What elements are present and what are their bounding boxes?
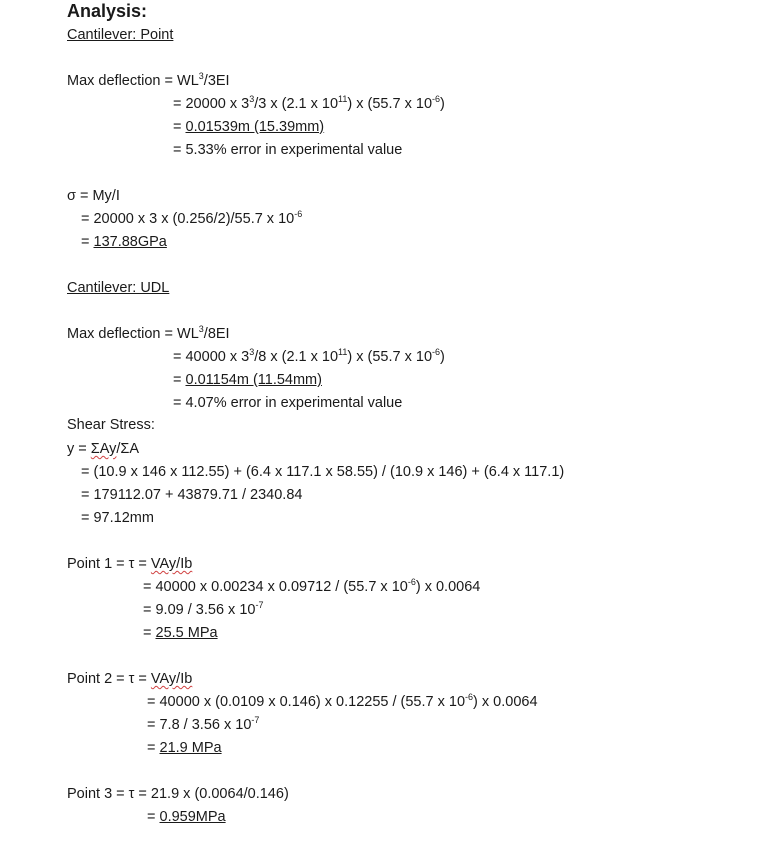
point-2-heading: Point 2 = τ = VAy/Ib [67, 671, 193, 687]
formula-line: = (10.9 x 146 x 112.55) + (6.4 x 117.1 x 58.55) / (10.9 x 146) + (6.4 x 117.1) [81, 464, 565, 480]
formula-line: = 7.8 / 3.56 x $10^{-7}$ [147, 715, 260, 733]
formula-line: Max deflection = $WL^3/8EI$ [67, 324, 230, 342]
point-1-heading: Point 1 = τ = VAy/Ib [67, 556, 193, 572]
section-title-cantilever-point: Cantilever: Point [67, 27, 174, 43]
point-3-heading: Point 3 = τ = 21.9 x (0.0064/0.146) [67, 786, 289, 802]
result-line: = 0.959MPa [147, 809, 226, 825]
section-title-shear-stress: Shear Stress: [67, 417, 155, 433]
result-line: = 25.5 MPa [143, 625, 218, 641]
error-line: = 4.07% error in experimental value [173, 395, 403, 411]
formula-line: = 179112.07 + 43879.71 / 2340.84 [81, 487, 303, 503]
formula-line: = 20000 x 3 x (0.256/2)/55.7 x $10^{-6}$ [81, 209, 303, 227]
result-line: = 0.01539m (15.39mm) [173, 119, 325, 135]
formula-line: = 40000 x $3^3/8$ x (2.1 x $10^{11}$) x (55.7 x $10^{-6}$) [173, 347, 445, 365]
formula-line: = 40000 x (0.0109 x 0.146) x 0.12255 / (55.7 x $10^{-6}$) x 0.0064 [147, 692, 538, 710]
result-line: = 0.01154m (11.54mm) [173, 372, 322, 388]
result-line: = 97.12mm [81, 510, 154, 526]
formula-line: y = ΣAy/ΣA [67, 441, 140, 457]
result-line: = 21.9 MPa [147, 740, 222, 756]
result-line: = 137.88GPa [81, 234, 167, 250]
formula-line: = 40000 x 0.00234 x 0.09712 / (55.7 x $10^{-6}$) x 0.0064 [143, 577, 481, 595]
page-heading: Analysis: [67, 1, 148, 21]
formula-line: = 9.09 / 3.56 x $10^{-7}$ [143, 600, 264, 618]
formula-line: Max deflection = $WL^3/3EI$ [67, 71, 230, 89]
section-title-cantilever-udl: Cantilever: UDL [67, 280, 170, 296]
error-line: = 5.33% error in experimental value [173, 142, 403, 158]
formula-line: = 20000 x $3^3/3$ x (2.1 x $10^{11}$) x (55.7 x $10^{-6}$) [173, 94, 445, 112]
formula-line: σ = My/I [67, 188, 120, 204]
